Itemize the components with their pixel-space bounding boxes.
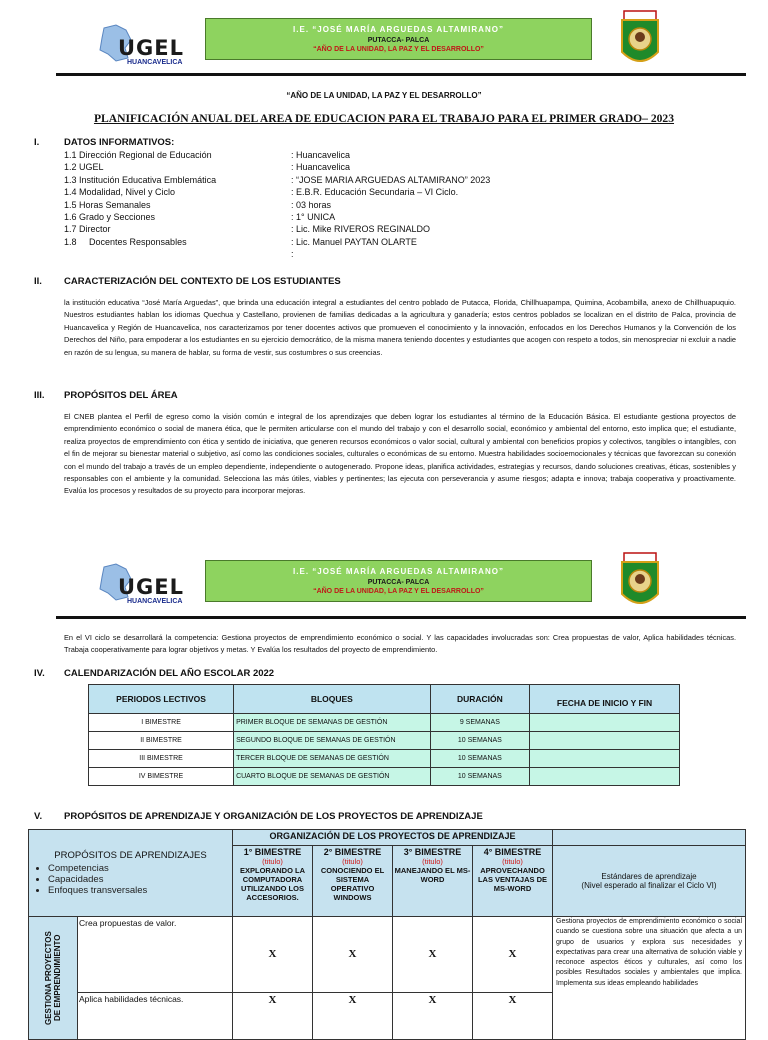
school-crest-icon [620,552,660,612]
ugel-logo-region: HUANCAVELICA [127,59,183,66]
standards-header-cell [553,846,746,917]
bimester-name: 1° BIMESTRE [243,847,302,857]
mark-cell: X [393,992,473,1039]
info-value: : Lic. Manuel PAYTAN OLARTE [291,237,417,247]
section-3-heading [34,390,178,401]
calendar-cell: IV BIMESTRE [89,768,234,786]
calendar-cell [530,750,680,768]
bimester-desc: APROVECHANDO LAS VENTAJAS DE MS-WORD [477,866,548,893]
info-value: : E.B.R. Educación Secundaria – VI Ciclo. [291,187,459,197]
section-title: CALENDARIZACIÓN DEL AÑO ESCOLAR 2022 [64,668,275,679]
competence-paragraph: En el VI ciclo se desarrollará la competencia: Gestiona proyectos de emprendimiento económico o social. Y las capacidades involucradas son: Crea propuestas de valor, Aplica habilidades técnicas. Trabaja cooperativamente para lograr objetivos y metas. Y Evalúa los resultados del proyecto de emprendimiento. [64,633,736,655]
projects-header-row [29,830,746,846]
calendar-cell: SEGUNDO BLOQUE DE SEMANAS DE GESTIÓN [234,732,431,750]
bimester-header-cell [473,846,553,917]
calendar-cell: III BIMESTRE [89,750,234,768]
info-label: 1.1 Dirección Regional de Educación [64,150,212,160]
info-label: 1.2 UGEL [64,162,104,172]
purposes-header-cell [29,830,233,917]
calendar-cell: 10 SEMANAS [430,750,530,768]
calendar-table [88,684,680,786]
info-label: 1.8 Docentes Responsables [64,237,187,247]
info-label: 1.7 Director [64,224,111,234]
bimester-header-cell [393,846,473,917]
section-4-heading [34,668,274,679]
mark-cell: X [473,917,553,993]
mark-cell: X [233,992,313,1039]
table-row [89,750,680,768]
info-value: : Huancavelica [291,150,351,160]
standard-text-cell: Gestiona proyectos de emprendimiento económico o social cuando se cuestiona sobre una situación que afecta a un grupo de usuarios y explora sus necesidades y expectativas para crear una alternativa de solución viable y reconoce aspectos éticos y culturales, así como los posibles Resultados sociales y ambientales que implica. Implementa sus ideas empleando habilidades [553,917,746,1040]
table-row [89,732,680,750]
banner-motto: “AÑO DE LA UNIDAD, LA PAZ Y EL DESARROLLO” [313,588,484,595]
purposes-list [30,863,231,896]
mark-cell: X [313,992,393,1039]
calendar-header-cell: BLOQUES [234,685,431,714]
section-number: II. [34,276,42,287]
ugel-logo-word: UGEL [118,575,185,599]
calendar-cell [530,714,680,732]
header-divider [56,616,746,619]
section-1-heading [34,137,174,148]
capacity-cell: Crea propuestas de valor. [78,917,233,993]
banner-place: PUTACCA- PALCA [367,37,430,44]
banner-place: PUTACCA- PALCA [367,579,430,586]
calendar-cell: TERCER BLOQUE DE SEMANAS DE GESTIÓN [234,750,431,768]
calendar-cell: I BIMESTRE [89,714,234,732]
info-value: : 1° UNICA [291,212,336,222]
mark-cell: X [393,917,473,993]
bimester-name: 2° BIMESTRE [323,847,382,857]
calendar-cell: PRIMER BLOQUE DE SEMANAS DE GESTIÓN [234,714,431,732]
bimester-header-cell [313,846,393,917]
school-banner [205,18,592,60]
list-item: • Capacidades [48,874,231,885]
header-divider [56,73,746,76]
section-number: IV. [34,668,45,679]
calendar-cell [530,732,680,750]
ugel-logo [98,22,208,70]
bimester-desc: EXPLORANDO LA COMPUTADORA UTILIZANDO LOS ACCESORIOS. [239,866,305,902]
standards-subtitle: (Nivel esperado al finalizar el Ciclo VI) [581,881,717,890]
calendar-cell: CUARTO BLOQUE DE SEMANAS DE GESTIÓN [234,768,431,786]
calendar-header-cell: FECHA DE INICIO Y FIN [530,685,680,714]
bimester-tag: (titulo) [502,857,523,866]
competence-label: GESTIONA PROYECTOS DE EMPRENDIMIENTO [44,931,62,1025]
info-value: : 03 horas [291,200,332,210]
mark-cell: X [233,917,313,993]
year-motto: “AÑO DE LA UNIDAD, LA PAZ Y EL DESARROLLO” [286,91,482,100]
table-row [29,917,746,993]
bimester-tag: (titulo) [422,857,443,866]
school-crest-icon [620,10,660,70]
area-purpose-paragraph: El CNEB plantea el Perfil de egreso como la visión común e integral de los aprendizajes que deben lograr los estudiantes al término de la Educación Básica. El estudiante gestiona proyectos de emprendimiento económico o social de manera ética, que le permiten articularse con el mundo del trabajo y con el desarrollo social, económico y ambiental del entorno, esto implica que; el estudiante, realiza proyectos de emprendimiento con ética y sentido de iniciativa, que generen recursos económicos o valor social, cultural y ambiental con beneficios propios y colectivos, tangibles o intangibles, con el fin de mejorar su bienestar material o subjetivo, así como las condiciones sociales, culturales o económicas de su entorno. Muestra habilidades socioemocionales y técnicas que favorezcan su conexión con el mundo del trabajo a través de un empleo dependiente, independiente o autogenerado. Propone ideas, planifica actividades, estrategias y recursos, dando soluciones creativas, éticas, sostenibles y responsables con el ambiente y la comunidad. Selecciona las más útiles, viables y pertinentes; las ejecuta con perseverancia y asume riesgos; adapta e innova; trabaja cooperativa y proactivamente. Evalúa los procesos y resultados de su proyecto para incorporar mejoras. [64,412,736,496]
ugel-logo-region: HUANCAVELICA [127,598,183,605]
info-label: 1.4 Modalidad, Nivel y Ciclo [64,187,176,197]
standards-title: Estándares de aprendizaje [601,872,697,881]
mark-cell: X [313,917,393,993]
section-number: I. [34,137,40,148]
bimester-name: 4° BIMESTRE [483,847,542,857]
org-title: ORGANIZACIÓN DE LOS PROYECTOS DE APRENDIZAJE [233,830,553,846]
info-value: : “JOSE MARIA ARGUEDAS ALTAMIRANO” 2023 [291,175,491,185]
info-value: : Huancavelica [291,162,351,172]
calendar-header-row [89,685,680,714]
bimester-tag: (titulo) [342,857,363,866]
calendar-cell: II BIMESTRE [89,732,234,750]
ugel-logo-word: UGEL [118,36,185,60]
standards-header-blank [553,830,746,846]
section-number: III. [34,390,45,401]
bimester-tag: (titulo) [262,857,283,866]
banner-motto: “AÑO DE LA UNIDAD, LA PAZ Y EL DESARROLLO” [313,46,484,53]
calendar-cell: 10 SEMANAS [430,732,530,750]
info-label: 1.3 Institución Educativa Emblemática [64,175,217,185]
calendar-cell [530,768,680,786]
list-item: • Enfoques transversales [48,885,231,896]
banner-school-name: I.E. “JOSÉ MARÍA ARGUEDAS ALTAMIRANO” [293,567,504,576]
section-title: PROPÓSITOS DE APRENDIZAJE Y ORGANIZACIÓN DE LOS PROYECTOS DE APRENDIZAJE [64,811,483,822]
banner-school-name: I.E. “JOSÉ MARÍA ARGUEDAS ALTAMIRANO” [293,25,504,34]
learning-projects-table [28,829,746,1040]
bimester-desc: MANEJANDO EL MS-WORD [394,866,471,884]
purposes-title: PROPÓSITOS DE APRENDIZAJES [54,850,207,861]
calendar-cell: 10 SEMANAS [430,768,530,786]
list-item: • Competencias [48,863,231,874]
competence-label-cell [29,917,78,1040]
section-title: PROPÓSITOS DEL ÁREA [64,390,178,401]
table-row [89,768,680,786]
table-row [89,714,680,732]
context-paragraph: la institución educativa “José María Arguedas”, que brinda una educación integral a estudiantes del centro poblado de Putacca, Florida, Chillhuapampa, Quimina, Acobambilla, anexo de Chillhuapuquio. Nuestros estudiantes hablan los idiomas Quechua y Castellano, provienen de familias dedicadas a la agricultura y ganadería; estos centros poblados se localizan en el distrito de Palca, provincia de Huancavelica y Región de Huancavelica, nos caracterizamos por tener docentes activos que promueven el conocimiento y la innovación, enfocados en los Derechos Humanos y la Convención de los Derechos del Niño, para empoderar a los estudiantes en su ejercicio democrático, de la misma manera teniendo docentes y estudiantes que acogen con respeto a todos, sin menospreciar ni excluir a nadie en razón de su lengua, su manera de hablar, su forma de vestir, sus costumbres o sus creencias. [64,298,736,357]
info-label: 1.5 Horas Semanales [64,200,151,210]
section-2-heading [34,276,341,287]
ugel-logo [98,561,208,609]
calendar-header-cell: PERIODOS LECTIVOS [89,685,234,714]
bimester-name: 3° BIMESTRE [403,847,462,857]
section-title: DATOS INFORMATIVOS: [64,137,175,148]
capacity-cell: Aplica habilidades técnicas. [78,992,233,1039]
calendar-header-cell: DURACIÓN [430,685,530,714]
school-banner [205,560,592,602]
bimester-desc: CONOCIENDO EL SISTEMA OPERATIVO WINDOWS [320,866,385,902]
info-label: 1.6 Grado y Secciones [64,212,156,222]
info-value: : Lic. Mike RIVEROS REGINALDO [291,224,431,234]
calendar-cell: 9 SEMANAS [430,714,530,732]
mark-cell: X [473,992,553,1039]
page-title: PLANIFICACIÓN ANUAL DEL AREA DE EDUCACION PARA EL TRABAJO PARA EL PRIMER GRADO– 2023 [93,112,675,125]
section-number: V. [34,811,43,822]
bimester-header-cell [233,846,313,917]
info-value: : [291,249,294,259]
section-title: CARACTERIZACIÓN DEL CONTEXTO DE LOS ESTUDIANTES [64,276,341,287]
section-5-heading [34,811,483,822]
